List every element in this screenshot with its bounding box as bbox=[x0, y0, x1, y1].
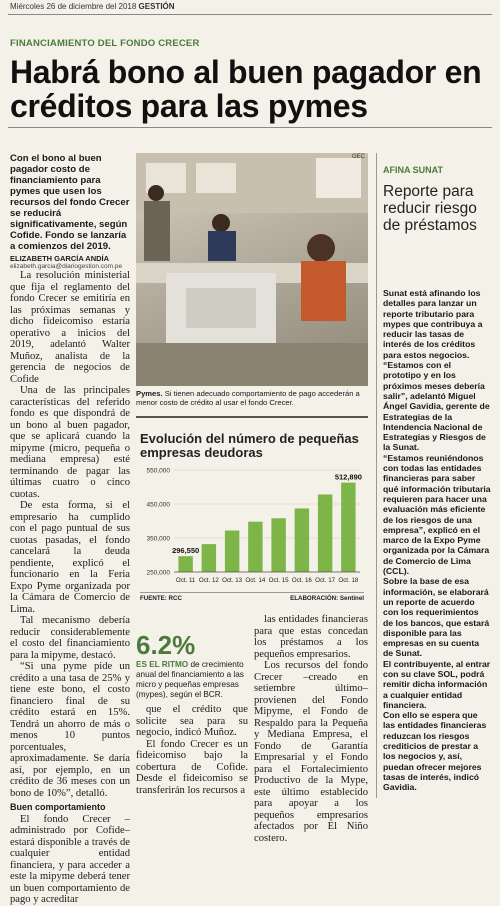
sidebar-paragraph: “Estamos reuniéndonos con todas las entidades financieras para saber qué información tributaria requieren para hacer una evaluación más eficiente de los riesgos de una empresa”, explicó en el marco de la Expo Pyme organizada por la Cámara de Comercio de Lima (CCL). bbox=[383, 452, 491, 577]
highlight-body: de crecimiento anual del financiamiento a las micro y pequeñas empresas (mypes), según el BCR. bbox=[136, 660, 244, 699]
chart-xtick-label: Oct. 13 bbox=[222, 577, 243, 584]
col1-paragraph: La resolución ministerial que fija el reglamento del fondo Crecer se emitiría en las próximas semanas y dicho fideicomiso estaría operativo a inicios del 2019, adelantó Walter Muñoz, analista de la gerencia de negocios de Cofide bbox=[10, 270, 130, 385]
chart-title: Evolución del número de pequeñas empresas deudoras bbox=[140, 431, 359, 460]
chart-bar bbox=[202, 544, 216, 572]
highlight-number: 6.2% bbox=[136, 630, 196, 660]
chart-bar bbox=[225, 531, 239, 572]
col1-paragraph: “Si una pyme pide un crédito a una tasa de 25% y tiene este bono, el costo financiero final de su crédito estará en 15%. Tendrá un ahorro de más o menos 10 puntos porcentuales, aproximadamente. Se daría así, por ejemplo, en un crédito de 36 meses con un bono de 10%”, detalló. bbox=[10, 661, 130, 799]
chart-footer bbox=[140, 592, 364, 602]
top-rule bbox=[8, 14, 492, 15]
chart-xtick-label: Oct. 15 bbox=[268, 577, 289, 584]
header-paper: GESTIÓN bbox=[138, 2, 175, 11]
chart-xtick-label: Oct. 18 bbox=[338, 577, 359, 584]
headline-rule bbox=[8, 127, 492, 128]
column-2a bbox=[136, 704, 248, 796]
sidebar-box bbox=[376, 153, 491, 798]
chart-ytick-label: 450,000 bbox=[146, 501, 170, 509]
chart-credit: ELABORACIÓN: Sentinel bbox=[290, 595, 364, 602]
column-1 bbox=[10, 270, 130, 906]
sidebar-paragraph: Sunat está afinando los detalles para lanzar un reporte tributario para mypes que contribuya a reducir las tasas de interés de los créditos para estos negocios. bbox=[383, 288, 483, 360]
photo-credit: GEC bbox=[351, 154, 365, 160]
sidebar-paragraph: “Estamos con el prototipo y en los próximos meses debería salir”, adelantó Miguel Ángel Gavidia, gerente de Estrategias de la Intendencia Nacional de Estrategias y Riesgos de la Sunat. bbox=[383, 360, 490, 453]
chart-xtick-label: Oct. 12 bbox=[198, 577, 219, 584]
col1-paragraph: El fondo Crecer –administrado por Cofide– estará disponible a través de cualquier entidad financiera, y para acceder a este la mipyme deberá tener un buen comportamiento de pago y acreditar bbox=[10, 813, 130, 905]
caption-text: Si tienen adecuado comportamiento de pago accederán a menor costo de crédito al usar el fondo Crecer. bbox=[136, 389, 360, 407]
col1-paragraph: Una de las principales características del referido fondo es que dispondrá de un bono al buen pagador, que se aplicará cuando la mipyme (micro, pequeña o mediana empresa) esté terminando de pagar las últimas cuatro o cinco cuotas. bbox=[10, 385, 130, 500]
col1-paragraph: De esta forma, si el empresario ha cumplido con el pago puntual de sus cuotas pasadas, el fondo cancelará la deuda pendiente, explicó el funcionario en la Feria Expo Pyme organizada por la Cámara de Comercio de Lima. bbox=[10, 500, 130, 615]
col2a-paragraph: El fondo Crecer es un fideicomiso bajo la cobertura de Cofide. Desde el fideicomiso se transferirán los recursos a bbox=[136, 738, 248, 796]
caption-lead: Pymes. bbox=[136, 389, 163, 398]
chart-xtick-label: Oct. 17 bbox=[315, 577, 336, 584]
col1-subhead: Buen comportamiento bbox=[10, 802, 106, 812]
photo-caption bbox=[136, 389, 368, 407]
sidebar-body bbox=[383, 288, 491, 793]
sidebar-paragraph: El contribuyente, al entrar con su clave SOL, podrá remitir dicha información a cualquier entidad financiera. bbox=[383, 658, 491, 710]
chart-xtick-label: Oct. 16 bbox=[291, 577, 312, 584]
chart-bar bbox=[178, 556, 192, 572]
chart-bar bbox=[295, 508, 309, 572]
byline-email: elizabeth.garcia@diariogestion.com.pe bbox=[10, 263, 123, 270]
deck: Con el bono al buen pagador costo de financiamiento para pymes que usen los recursos del fondo Crecer se reducirá significativamente, según Cofide. Fondo se lanzaría a comienzos del 2019. bbox=[10, 153, 130, 252]
highlight-lead: ES EL RITMO bbox=[136, 660, 189, 669]
sidebar-tag: AFINA SUNAT bbox=[383, 165, 443, 175]
byline bbox=[10, 254, 130, 270]
section-label: FINANCIAMIENTO DEL FONDO CRECER bbox=[10, 38, 200, 49]
chart-bar bbox=[318, 494, 332, 572]
col1-paragraph: Tal mecanismo debería reducir considerablemente el costo del financiamiento para la mipyme, destacó. bbox=[10, 615, 130, 661]
chart-ytick-label: 350,000 bbox=[146, 535, 170, 543]
chart-value-label: 512,890 bbox=[334, 472, 362, 482]
page-header bbox=[10, 2, 175, 11]
chart-source: FUENTE: RCC bbox=[140, 595, 182, 602]
header-date: Miércoles 26 de diciembre del 2018 bbox=[10, 2, 137, 11]
byline-name: ELIZABETH GARCÍA ANDÍA bbox=[10, 254, 110, 263]
chart-value-label: 296,550 bbox=[172, 546, 200, 556]
chart-plot bbox=[136, 462, 368, 590]
chart-bar bbox=[271, 518, 285, 572]
chart-ytick-label: 250,000 bbox=[146, 569, 170, 577]
factory-photo bbox=[136, 153, 368, 386]
column-2b bbox=[254, 614, 368, 844]
chart-bar bbox=[341, 483, 355, 572]
chart-ytick-label: 550,000 bbox=[146, 467, 170, 475]
headline: Habrá bono al buen pagador en créditos para las pymes bbox=[10, 54, 482, 124]
sewing-workshop-illustration bbox=[136, 153, 368, 386]
chart-xtick-label: Oct. 11 bbox=[175, 577, 196, 584]
sidebar-paragraph: Sobre la base de esa información, se elaborará un reporte de acuerdo con los requerimientos de los bancos, que estará disponible para las empresas en su cuenta de Sunat. bbox=[383, 576, 490, 659]
col2b-paragraph: Los recursos del fondo Crecer –creado en setiembre último– provienen del Fondo Mipyme, el Fondo de Respaldo para la Pequeña y Mediana Empresa, el Fondo de Garantía Empresarial y el Fondo para el Fortalecimiento Productivo de la Mype, este último establecido para apoyar a los pequeños empresarios afectados por El Niño costero. bbox=[254, 660, 368, 844]
chart-bar bbox=[248, 522, 262, 572]
sidebar-paragraph: Con ello se espera que las entidades financieras reduzcan los riesgos crediticios de prestar a los negocios y, así, puedan ofrecer mejores tasas de interés, indicó Gavidia. bbox=[383, 710, 487, 793]
sidebar-title: Reporte para reducir riesgo de préstamos bbox=[383, 183, 477, 234]
highlight-text bbox=[136, 660, 246, 700]
col2a-paragraph: que el crédito que solicite sea para su negocio, indicó Muñoz. bbox=[136, 704, 248, 738]
bar-chart bbox=[136, 416, 368, 606]
chart-xtick-label: Oct. 14 bbox=[245, 577, 266, 584]
col2b-paragraph: las entidades financieras para que estas concedan los préstamos a los pequeños empresarios. bbox=[254, 614, 368, 660]
